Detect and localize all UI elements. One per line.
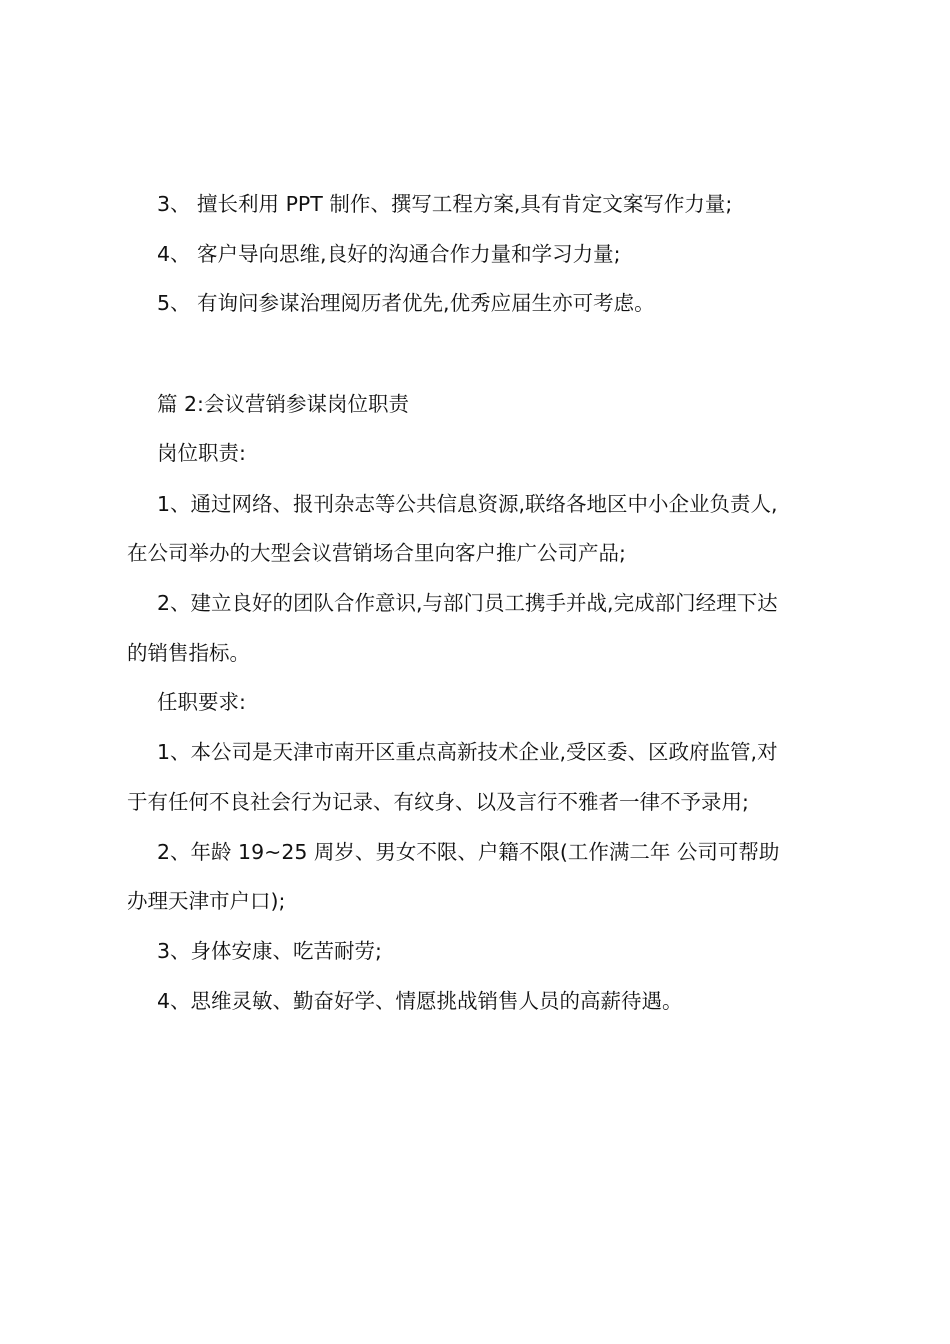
- requirement-3: 3、身体安康、吃苦耐劳;: [157, 939, 382, 963]
- list-item-skill-5: 5、 有询问参谋治理阅历者优先,优秀应届生亦可考虑。: [157, 291, 655, 315]
- duty-2-line-2: 的销售指标。: [127, 641, 250, 665]
- requirements-label: 任职要求:: [157, 690, 246, 714]
- section-heading: 篇 2:会议营销参谋岗位职责: [157, 392, 409, 416]
- duty-1-line-1: 1、通过网络、报刊杂志等公共信息资源,联络各地区中小企业负责人,: [157, 492, 778, 516]
- list-item-skill-3: 3、 擅长利用 PPT 制作、撰写工程方案,具有肯定文案写作力量;: [157, 192, 733, 216]
- duty-1-line-2: 在公司举办的大型会议营销场合里向客户推广公司产品;: [127, 541, 626, 565]
- duties-label: 岗位职责:: [157, 441, 246, 465]
- list-item-skill-4: 4、 客户导向思维,良好的沟通合作力量和学习力量;: [157, 242, 621, 266]
- requirement-2-line-1: 2、年龄 19~25 周岁、男女不限、户籍不限(工作满二年 公司可帮助: [157, 840, 780, 864]
- duty-2-line-1: 2、建立良好的团队合作意识,与部门员工携手并战,完成部门经理下达: [157, 591, 778, 615]
- requirement-1-line-2: 于有任何不良社会行为记录、有纹身、以及言行不雅者一律不予录用;: [127, 790, 749, 814]
- requirement-1-line-1: 1、本公司是天津市南开区重点高新技术企业,受区委、区政府监管,对: [157, 740, 778, 764]
- requirement-2-line-2: 办理天津市户口);: [127, 889, 286, 913]
- requirement-4: 4、思维灵敏、勤奋好学、情愿挑战销售人员的高薪待遇。: [157, 989, 683, 1013]
